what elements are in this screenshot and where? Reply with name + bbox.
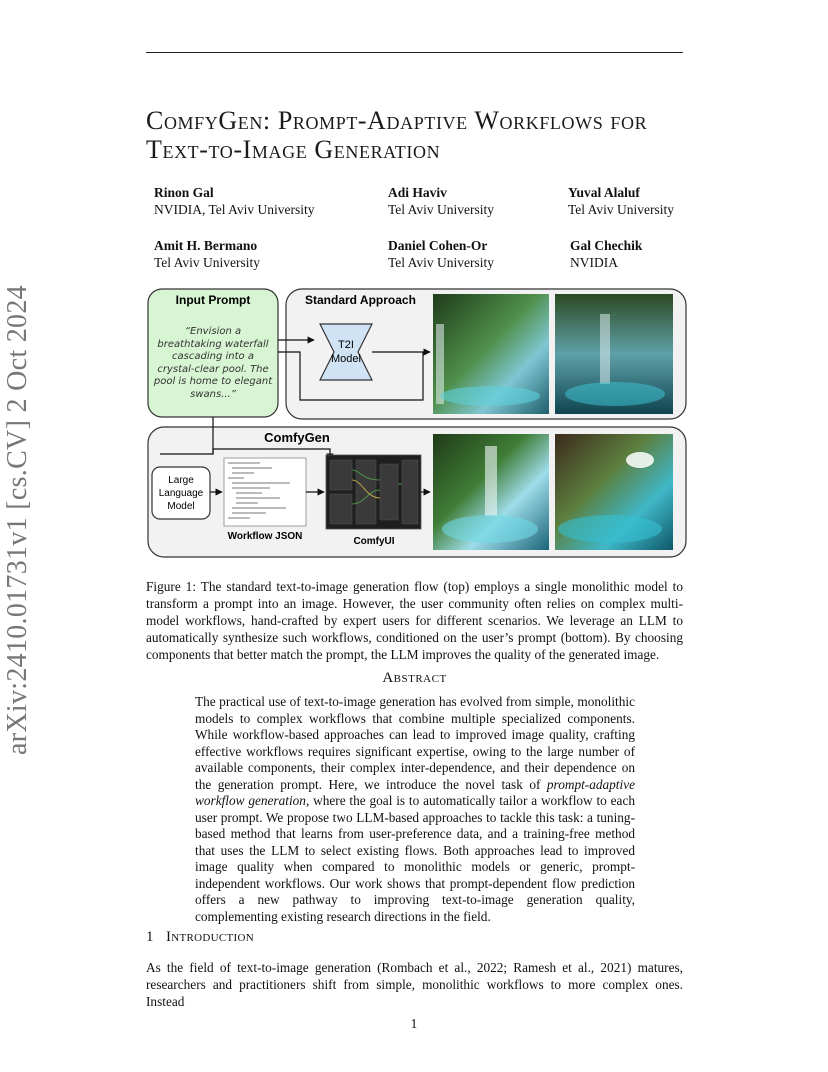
author-name: Amit H. Bermano (154, 238, 258, 253)
author-name: Adi Haviv (388, 185, 447, 200)
llm-line-3: Model (167, 501, 195, 512)
section-heading (146, 929, 254, 946)
author-affiliation: Tel Aviv University (154, 255, 261, 270)
comfyui-label: ComfyUI (353, 536, 395, 547)
t2i-line-2: Model (331, 353, 361, 365)
author-name: Daniel Cohen-Or (388, 238, 488, 253)
t2i-line-1: T2I (338, 339, 354, 351)
author-name: Yuval Alaluf (568, 185, 640, 200)
author-1 (154, 184, 315, 218)
author-3 (568, 184, 674, 218)
llm-line-2: Language (158, 488, 204, 499)
prompt-text-container (152, 326, 274, 398)
author-name: Rinon Gal (154, 185, 214, 200)
title-line-2: Text-to-Image Generation (146, 135, 441, 164)
intro-paragraph: As the field of text-to-image generation (Rombach et al., 2022; Ramesh et al., 2021) matures, researchers and practitioners shift from simple, monolithic workflows to more complex ones. Instead (146, 960, 683, 1009)
page-number: 1 (410, 1016, 418, 1031)
section-number: 1 (146, 929, 154, 945)
arxiv-identifier: arXiv:2410.01731v1 [cs.CV] 2 Oct 2024 (2, 285, 33, 755)
author-affiliation: Tel Aviv University (388, 255, 495, 270)
abstract-part-2: , where the goal is to automatically tailor a workflow to each user prompt. We propose two LLM-based approaches to tackle this task: a tuning-based method that learns from user-preference data, and a training-free method that uses the LLM to select existing flows. Both approaches lead to improved image quality when compared to monolithic models or generic, prompt-independent workflows. Our work shows that prompt-dependent flow prediction offers a new pathway to improving text-to-image generation quality, complementing existing research directions in the field. (195, 793, 636, 924)
workflow-json-label: Workflow JSON (227, 531, 303, 542)
title-line-1: ComfyGen: Prompt-Adaptive Workflows for (146, 106, 648, 135)
standard-approach-label: Standard Approach (305, 293, 416, 307)
author-2 (388, 184, 494, 218)
abstract-part-1: The practical use of text-to-image generation has evolved from simple, monolithic models to complex workflows that combine multiple specialized components. While workflow-based approaches can lead to improved image quality, crafting effective workflows requires significant expertise, owing to the large number of available components, their complex inter-dependence, and their dependence on the generation prompt. Here, we introduce the novel task of (195, 694, 635, 792)
abstract-heading: Abstract (382, 670, 447, 686)
figure-caption: Figure 1: The standard text-to-image generation flow (top) employs a single monolithic model to transform a prompt into an image. However, the user community often relies on complex multi-model workflows, hand-crafted by expert users for different scenarios. We leverage an LLM to automatically synthesize such workflows, conditioned on the user’s prompt (bottom). By choosing components that better match the prompt, the LLM improves the quality of the generated image. (146, 579, 683, 662)
author-affiliation: Tel Aviv University (388, 202, 495, 217)
author-name: Gal Chechik (570, 238, 643, 253)
author-6 (570, 237, 642, 271)
figure-1 (140, 284, 690, 560)
section-title: Introduction (165, 929, 255, 945)
author-4 (154, 237, 260, 271)
abstract-emphasis: prompt-adaptive workflow generation (195, 776, 635, 808)
author-affiliation: Tel Aviv University (568, 202, 675, 217)
paper-title (146, 106, 686, 164)
abstract-body (195, 694, 635, 925)
author-5 (388, 237, 494, 271)
author-affiliation: NVIDIA, Tel Aviv University (154, 202, 315, 217)
author-affiliation: NVIDIA (570, 255, 618, 270)
input-prompt-label: Input Prompt (175, 293, 251, 307)
top-rule (146, 52, 683, 53)
comfygen-label: ComfyGen (264, 430, 330, 445)
prompt-text: “Envision a breathtaking waterfall cascading into a crystal-clear pool. The pool is home to elegant swans...” (153, 326, 273, 398)
llm-line-1: Large (168, 475, 194, 486)
